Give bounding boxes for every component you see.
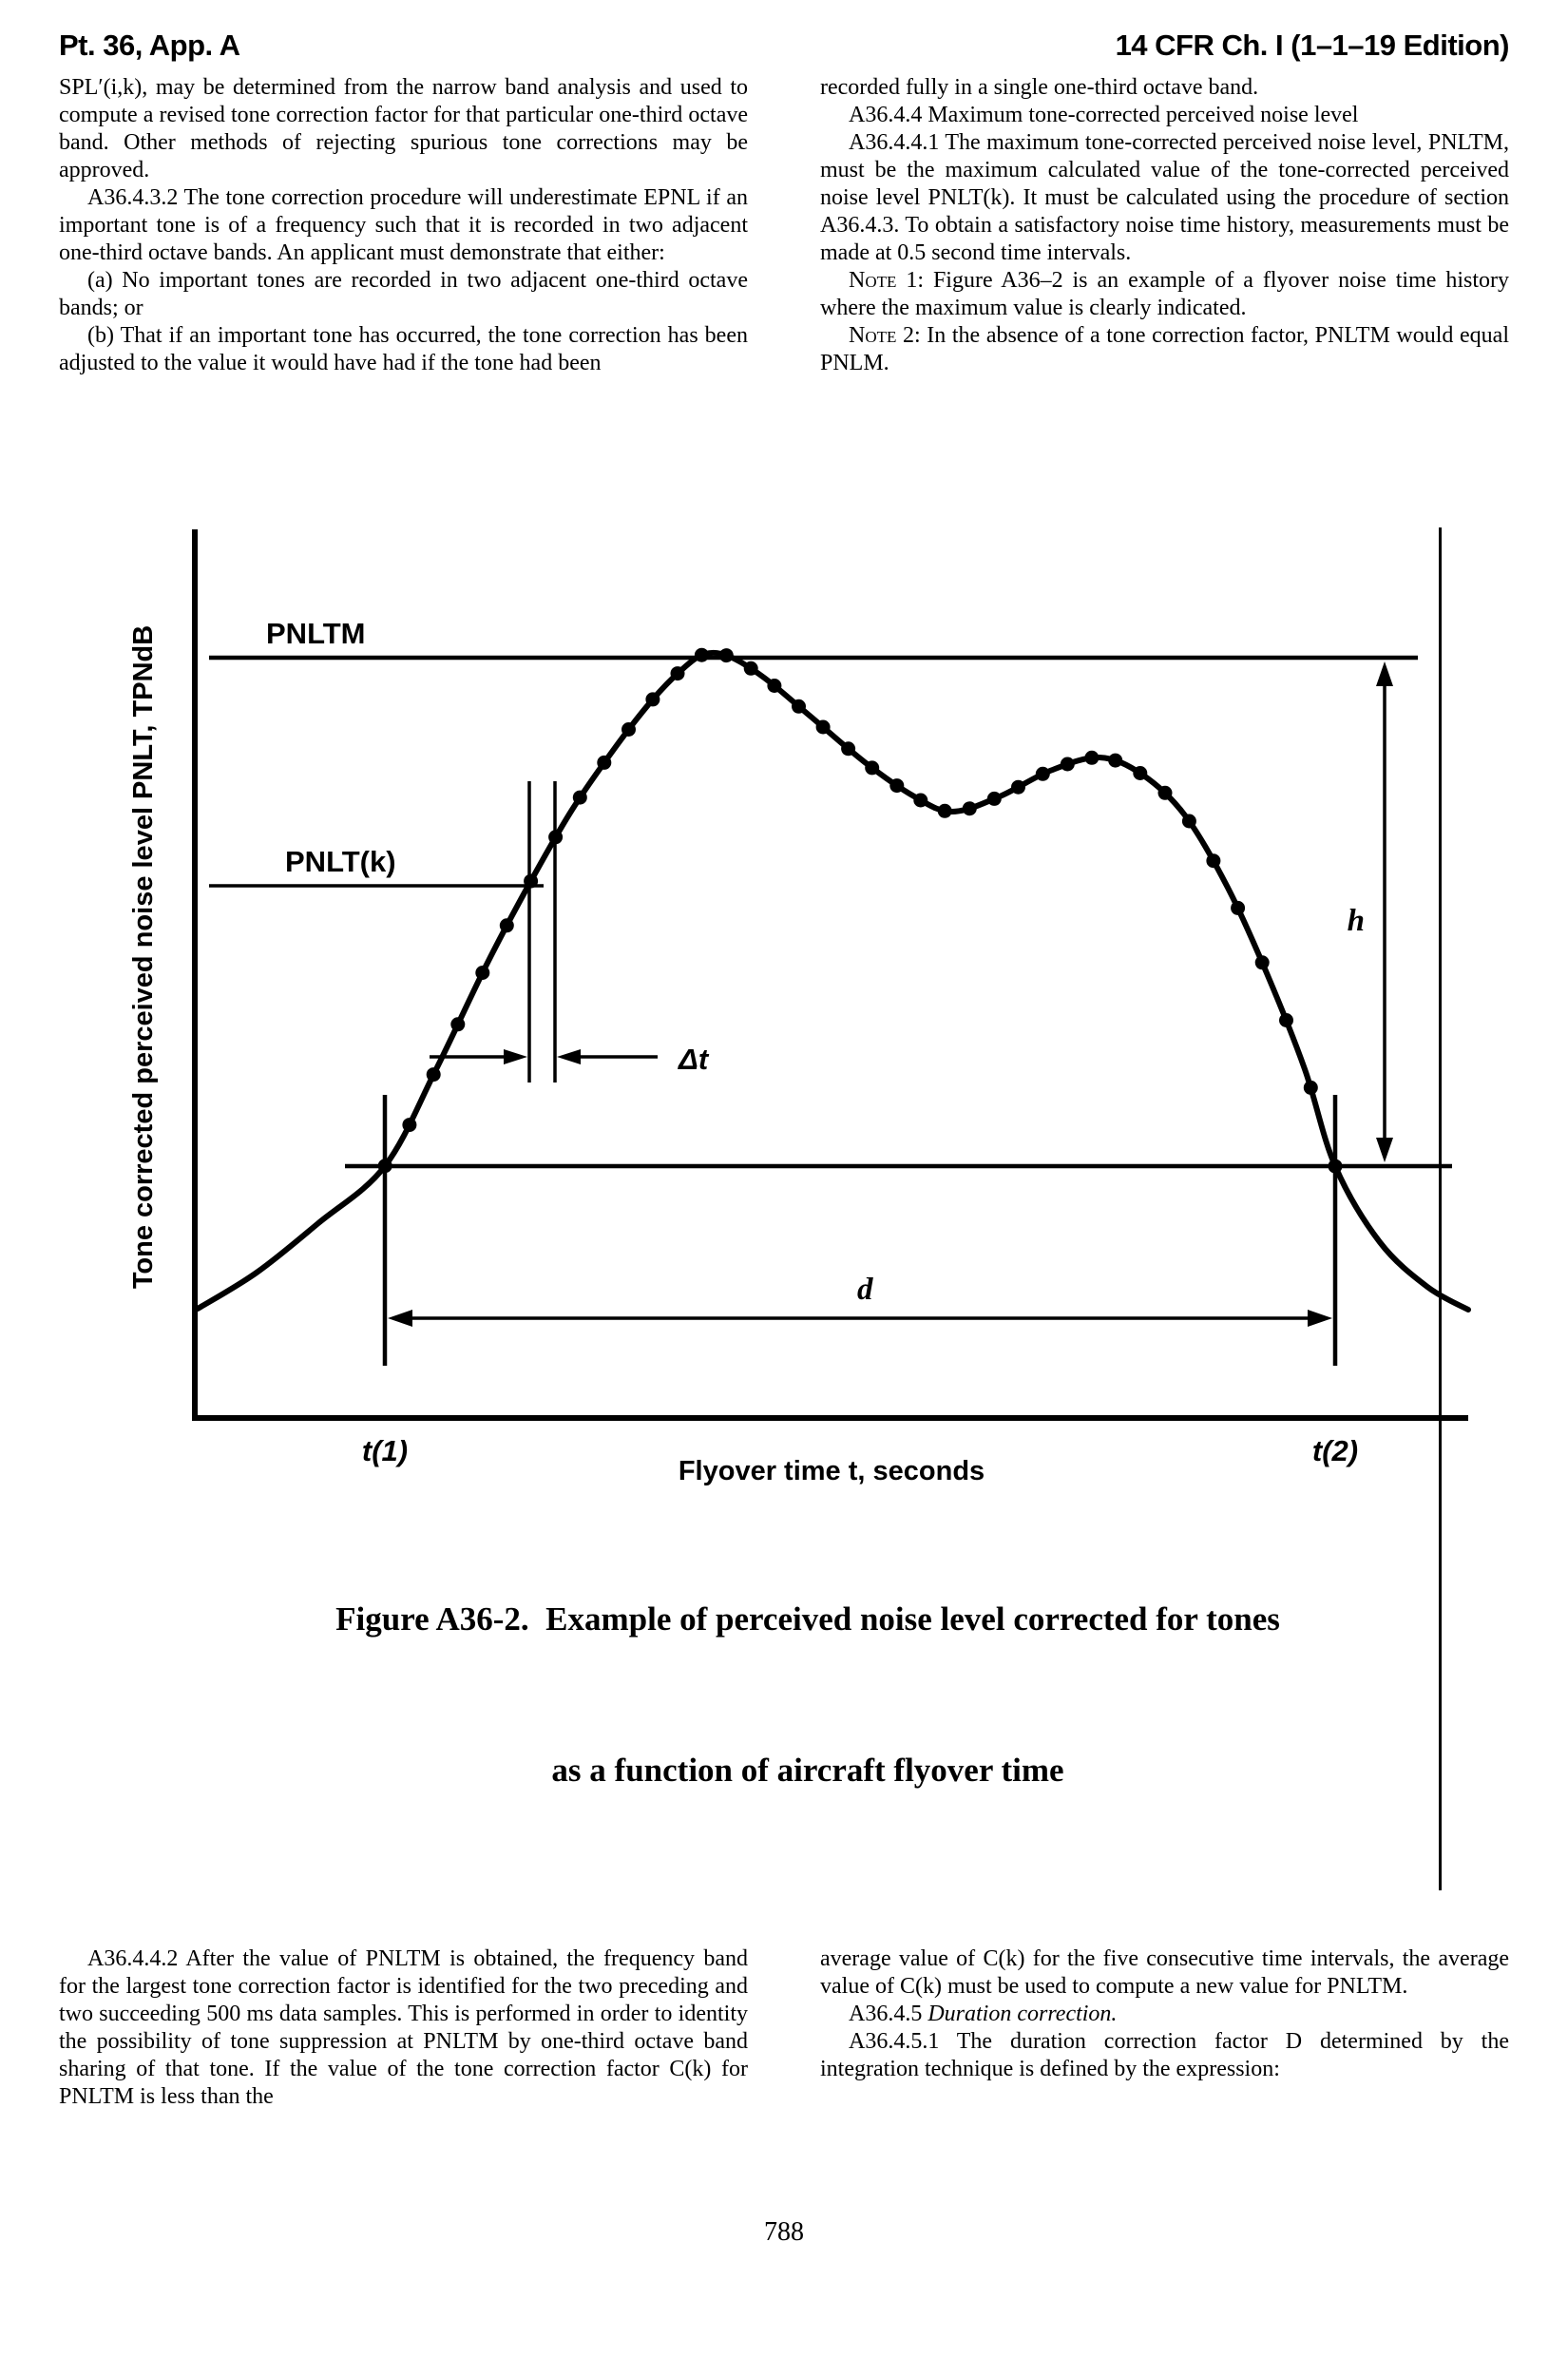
text-run: A36.4.5 bbox=[849, 2002, 928, 2026]
dt-label: Δt bbox=[679, 1043, 709, 1076]
data-point-dot bbox=[744, 661, 758, 676]
data-point-dot bbox=[1182, 814, 1196, 829]
t2-label: t(2) bbox=[1311, 1434, 1359, 1467]
data-point-dot bbox=[1061, 757, 1075, 772]
h-arrow-top-head-icon bbox=[1376, 661, 1393, 686]
x-axis-title: Flyover time t, seconds bbox=[678, 1456, 985, 1486]
text-run: A36.4.4 Maximum tone-corrected perceived noise level bbox=[849, 103, 1359, 127]
text-run: A36.4.4.2 After the value of PNLTM is obtained, the frequency band for the largest tone correction factor is identified for the two preceding and two succeeding 500 ms data samples. This is performed in order to identity the possibility of tone suppression at PNLTM by one-third octave band sharing of that tone. If the value of the tone correction factor C(k) for PNLTM is less than the bbox=[59, 1946, 748, 2109]
paragraph bbox=[59, 322, 748, 377]
text-run: A36.4.3.2 The tone correction procedure will underestimate EPNL if an important tone is of a frequency such that it is recorded in two adjacent one-third octave bands. An applicant must demonstrate that either: bbox=[59, 185, 748, 265]
top-columns bbox=[0, 74, 1568, 377]
top-left-column bbox=[59, 74, 748, 377]
pnltk-label: PNLT(k) bbox=[285, 845, 396, 878]
data-point-dot bbox=[865, 760, 879, 775]
text-run: 2: In the absence of a tone correction factor, PNLTM would equal PNLM. bbox=[820, 323, 1509, 375]
data-point-dot bbox=[816, 720, 831, 735]
figure-caption-line1: Figure A36-2. Example of perceived noise level corrected for tones bbox=[335, 1600, 1280, 1638]
data-point-dot bbox=[573, 791, 587, 805]
data-point-dot bbox=[695, 648, 709, 662]
h-arrow-bottom-head-icon bbox=[1376, 1138, 1393, 1162]
data-point-dot bbox=[1304, 1081, 1318, 1095]
d-arrow-right-head-icon bbox=[1308, 1310, 1332, 1327]
text-run: 1: Figure A36–2 is an example of a flyover noise time history where the maximum value is clearly indicated. bbox=[820, 268, 1509, 320]
paragraph bbox=[820, 2001, 1509, 2028]
text-run: A36.4.5.1 The duration correction factor D determined by the integration technique is defined by the expression: bbox=[820, 2029, 1509, 2081]
page-header bbox=[0, 0, 1568, 63]
bottom-columns bbox=[0, 1945, 1568, 2111]
text-run: recorded fully in a single one-third octave band. bbox=[820, 75, 1259, 100]
paragraph bbox=[59, 1945, 748, 2111]
text-run: Note bbox=[849, 323, 897, 348]
data-point-dot bbox=[645, 692, 660, 706]
paragraph bbox=[820, 1945, 1509, 2001]
data-point-dot bbox=[767, 679, 781, 693]
data-point-dot bbox=[1255, 955, 1270, 969]
data-point-dot bbox=[913, 794, 927, 808]
page-number: 788 bbox=[764, 2217, 804, 2247]
noise-curve bbox=[198, 653, 1468, 1310]
dt-arrow-right-head-icon bbox=[557, 1049, 581, 1064]
text-run: Note bbox=[849, 268, 897, 293]
paragraph bbox=[820, 129, 1509, 267]
text-run: (b) That if an important tone has occurred, the tone correction has been adjusted to the value it would have had if the tone had been bbox=[59, 323, 748, 375]
bottom-right-column bbox=[820, 1945, 1509, 2111]
data-point-dot bbox=[963, 801, 977, 815]
data-point-dot bbox=[1231, 901, 1245, 915]
paragraph bbox=[820, 74, 1509, 102]
paragraph bbox=[820, 267, 1509, 322]
data-point-dot bbox=[500, 918, 514, 932]
text-run: (a) No important tones are recorded in two adjacent one-third octave bands; or bbox=[59, 268, 748, 320]
data-point-dot bbox=[1084, 751, 1099, 765]
dt-arrow-left-head-icon bbox=[504, 1049, 527, 1064]
data-point-dot bbox=[841, 741, 855, 756]
data-point-dot bbox=[475, 966, 489, 980]
data-point-dot bbox=[671, 666, 685, 680]
text-run: Duration correction. bbox=[927, 2002, 1118, 2026]
pnltm-label: PNLTM bbox=[266, 617, 366, 650]
text-run: average value of C(k) for the five consecutive time intervals, the average value of C(k) must be used to compute a new value for PNLTM. bbox=[820, 1946, 1509, 1999]
data-point-dot bbox=[1206, 853, 1220, 868]
h-label: h bbox=[1347, 904, 1365, 938]
data-point-dot bbox=[450, 1017, 465, 1031]
y-axis-title: Tone corrected perceived noise level PNLT, TPNdB bbox=[128, 624, 159, 1290]
data-point-dot bbox=[792, 699, 806, 714]
text-run: A36.4.4.1 The maximum tone-corrected perceived noise level, PNLTM, must be the maximum calculated value of the tone-corrected perceived noise level PNLT(k). It must be calculated using the procedure of section A36.4.3. To obtain a satisfactory noise time history, measurements must be made at 0.5 second time intervals. bbox=[820, 130, 1509, 265]
paragraph bbox=[820, 2028, 1509, 2083]
data-point-dot bbox=[621, 722, 636, 737]
header-part-label: Pt. 36, App. A bbox=[59, 29, 240, 62]
top-right-column bbox=[820, 74, 1509, 377]
data-point-dot bbox=[1133, 766, 1147, 780]
data-point-dot bbox=[1158, 786, 1173, 800]
paragraph bbox=[59, 267, 748, 322]
data-point-dot bbox=[1108, 754, 1122, 768]
data-point-dot bbox=[597, 756, 611, 770]
figure-caption-line2: as a function of aircraft flyover time bbox=[551, 1752, 1064, 1789]
data-point-dot bbox=[1279, 1013, 1293, 1027]
paragraph bbox=[59, 184, 748, 267]
header-edition-label: 14 CFR Ch. I (1–1–19 Edition) bbox=[1115, 29, 1509, 62]
data-point-dot bbox=[1036, 767, 1050, 781]
figure-right-rule bbox=[1439, 527, 1442, 1890]
data-point-dot bbox=[719, 648, 734, 662]
d-label: d bbox=[857, 1273, 873, 1307]
flyover-noise-chart bbox=[114, 501, 1492, 1489]
data-point-dot bbox=[889, 778, 904, 793]
figure-caption bbox=[59, 1493, 1509, 1896]
t1-label: t(1) bbox=[361, 1434, 409, 1467]
paragraph bbox=[59, 74, 748, 184]
data-point-dot bbox=[938, 804, 952, 818]
figure-a36-2 bbox=[59, 501, 1509, 1896]
data-point-dot bbox=[1011, 780, 1025, 795]
data-point-dot bbox=[427, 1067, 441, 1082]
bottom-left-column bbox=[59, 1945, 748, 2111]
curve-sample-dots bbox=[378, 648, 1343, 1174]
text-run: SPL′(i,k), may be determined from the narrow band analysis and used to compute a revised tone correction factor for that particular one-third octave band. Other methods of rejecting spurious tone corrections may be approved. bbox=[59, 75, 748, 182]
paragraph bbox=[820, 102, 1509, 129]
data-point-dot bbox=[402, 1118, 416, 1132]
paragraph bbox=[820, 322, 1509, 377]
data-point-dot bbox=[987, 792, 1002, 806]
d-arrow-left-head-icon bbox=[388, 1310, 412, 1327]
